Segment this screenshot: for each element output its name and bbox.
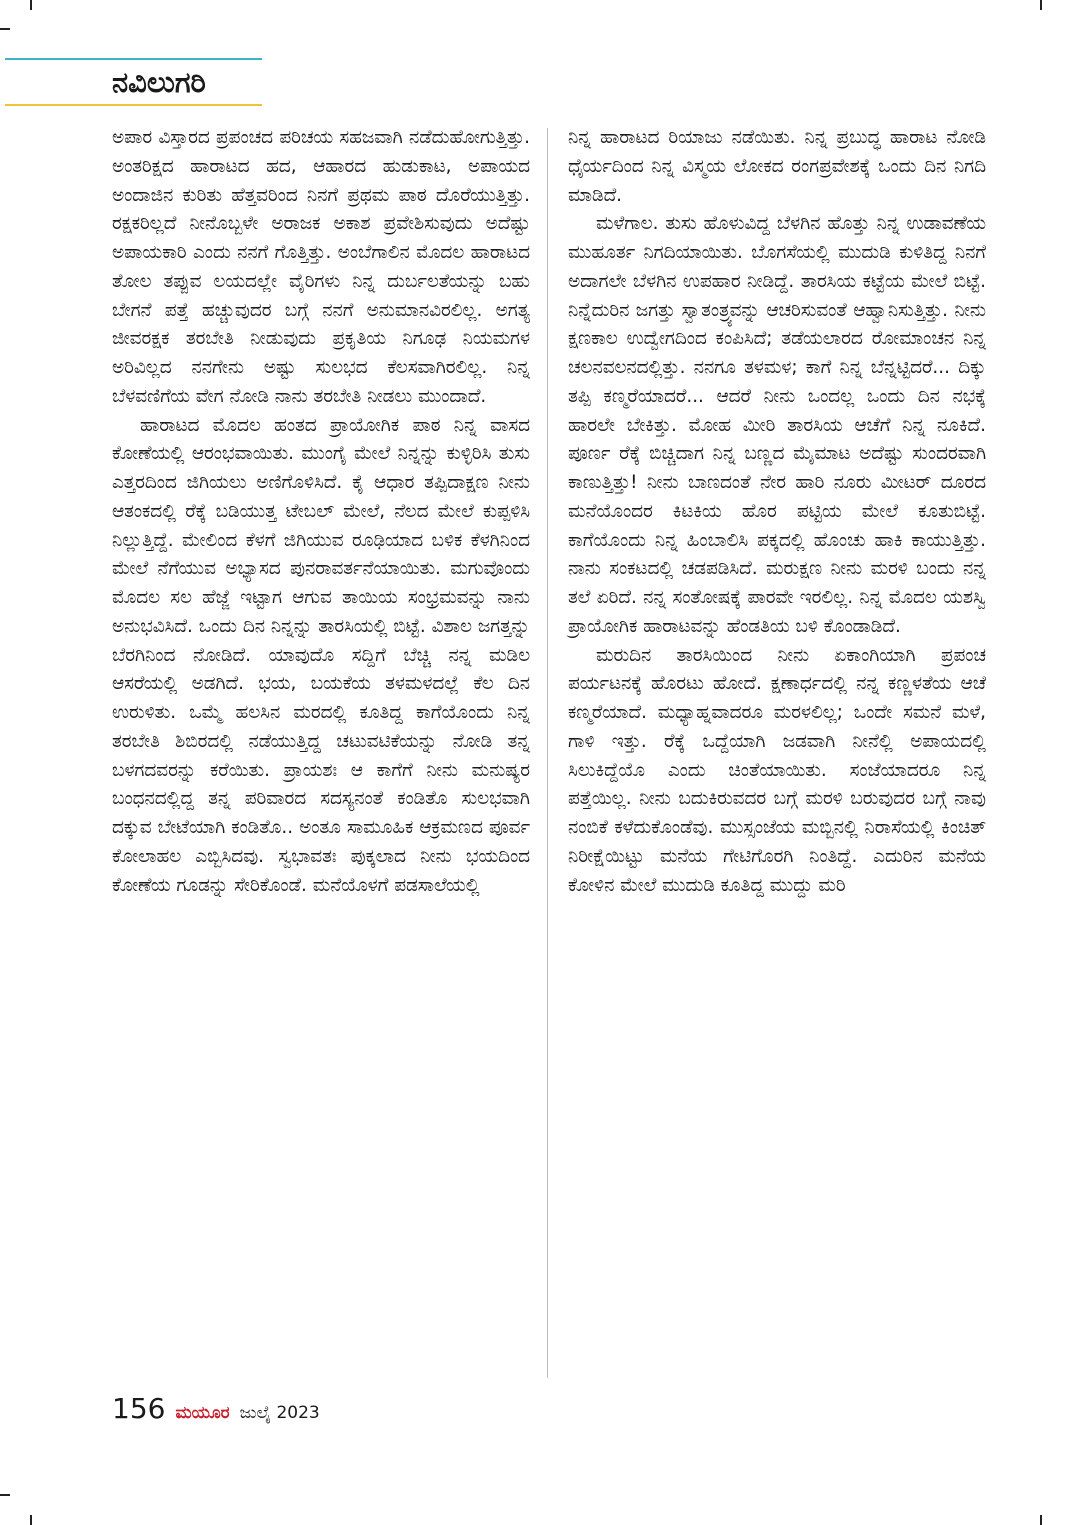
header-rule-bottom xyxy=(5,104,262,106)
right-paragraph-1: ನಿನ್ನ ಹಾರಾಟದ ರಿಯಾಜು ನಡೆಯಿತು. ನಿನ್ನ ಪ್ರಬುದ್ಧ ಹಾರಾಟ ನೋಡಿ ಧೈರ್ಯದಿಂದ ನಿನ್ನ ವಿಸ್ಮಯ ಲೋಕದ ರಂಗಪ್ರವೇಶಕ್ಕೆ ಒಂದು ದಿನ ನಿಗದಿ ಮಾಡಿದೆ. xyxy=(568,127,986,206)
crop-mark-bottom-left xyxy=(30,1515,32,1525)
left-column xyxy=(112,124,530,900)
left-paragraph-2: ಹಾರಾಟದ ಮೊದಲ ಹಂತದ ಪ್ರಾಯೋಗಿಕ ಪಾಠ ನಿನ್ನ ವಾಸದ ಕೋಣೆಯಲ್ಲಿ ಆರಂಭವಾಯಿತು. ಮುಂಗೈ ಮೇಲೆ ನಿನ್ನನ್ನು ಕುಳ್ಳಿರಿಸಿ ತುಸು ಎತ್ತರದಿಂದ ಜಿಗಿಯಲು ಅಣಿಗೊಳಿಸಿದೆ. ಕೈ ಆಧಾರ ತಪ್ಪಿದಾಕ್ಷಣ ನೀನು ಆತಂಕದಲ್ಲಿ ರೆಕ್ಕೆ ಬಡಿಯುತ್ತ ಟೇಬಲ್ ಮೇಲೆ, ನೆಲದ ಮೇಲೆ ಕುಪ್ಪಳಿಸಿ ನಿಲ್ಲುತ್ತಿದ್ದೆ. ಮೇಲಿಂದ ಕೆಳಗೆ ಜಿಗಿಯುವ ರೂಢಿಯಾದ ಬಳಿಕ ಕೆಳಗಿನಿಂದ ಮೇಲೆ ನೆಗೆಯುವ ಅಭ್ಯಾಸದ ಪುನರಾವರ್ತನೆಯಾಯಿತು. ಮಗುವೊಂದು ಮೊದಲ ಸಲ ಹೆಜ್ಜೆ ಇಟ್ಟಾಗ ಆಗುವ ತಾಯಿಯ ಸಂಭ್ರಮವನ್ನು ನಾನು ಅನುಭವಿಸಿದೆ. ಒಂದು ದಿನ ನಿನ್ನನ್ನು ತಾರಸಿಯಲ್ಲಿ ಬಿಟ್ಟೆ. ವಿಶಾಲ ಜಗತ್ತನ್ನು ಬೆರಗಿನಿಂದ ನೋಡಿದೆ. ಯಾವುದೊ ಸದ್ದಿಗೆ ಬೆಚ್ಚಿ ನನ್ನ ಮಡಿಲ ಆಸರೆಯಲ್ಲಿ ಅಡಗಿದೆ. ಭಯ, ಬಯಕೆಯ ತಳಮಳದಲ್ಲೆ ಕೆಲ ದಿನ ಉರುಳಿತು. ಒಮ್ಮೆ ಹಲಸಿನ ಮರದಲ್ಲಿ ಕೂತಿದ್ದ ಕಾಗೆಯೊಂದು ನಿನ್ನ ತರಬೇತಿ ಶಿಬಿರದಲ್ಲಿ ನಡೆಯುತ್ತಿದ್ದ ಚಟುವಟಿಕೆಯನ್ನು ನೋಡಿ ತನ್ನ ಬಳಗದವರನ್ನು ಕರೆಯಿತು. ಪ್ರಾಯಶಃ ಆ ಕಾಗೆಗೆ ನೀನು ಮನುಷ್ಯರ ಬಂಧನದಲ್ಲಿದ್ದ ತನ್ನ ಪರಿವಾರದ ಸದಸ್ಯನಂತೆ ಕಂಡಿತೊ ಸುಲಭವಾಗಿ ದಕ್ಕುವ ಬೇಟೆಯಾಗಿ ಕಂಡಿತೊ.. ಅಂತೂ ಸಾಮೂಹಿಕ ಆಕ್ರಮಣದ ಪೂರ್ವ ಕೋಲಾಹಲ ಎಬ್ಬಿಸಿದವು. ಸ್ವಭಾವತಃ ಪುಕ್ಕಲಾದ ನೀನು ಭಯದಿಂದ ಕೋಣೆಯ ಗೂಡನ್ನು ಸೇರಿಕೊಂಡೆ. ಮನೆಯೊಳಗೆ ಪಡಸಾಲೆಯಲ್ಲಿ xyxy=(112,414,530,896)
right-paragraph-2: ಮಳೆಗಾಲ. ತುಸು ಹೊಳುವಿದ್ದ ಬೆಳಗಿನ ಹೊತ್ತು ನಿನ್ನ ಉಡಾವಣೆಯ ಮುಹೂರ್ತ ನಿಗದಿಯಾಯಿತು. ಬೊಗಸೆಯಲ್ಲಿ ಮುದುಡಿ ಕುಳಿತಿದ್ದ ನಿನಗೆ ಅದಾಗಲೇ ಬೆಳಗಿನ ಉಪಹಾರ ನೀಡಿದ್ದೆ. ತಾರಸಿಯ ಕಟ್ಟೆಯ ಮೇಲೆ ಬಿಟ್ಟೆ. ನಿನ್ನೆದುರಿನ ಜಗತ್ತು ಸ್ವಾತಂತ್ರ್ಯವನ್ನು ಆಚರಿಸುವಂತೆ ಆಹ್ವಾನಿಸುತ್ತಿತ್ತು. ನೀನು ಕ್ಷಣಕಾಲ ಉದ್ವೇಗದಿಂದ ಕಂಪಿಸಿದೆ; ತಡೆಯಲಾರದ ರೋಮಾಂಚನ ನಿನ್ನ ಚಲನವಲನದಲ್ಲಿತ್ತು. ನನಗೂ ತಳಮಳ; ಕಾಗೆ ನಿನ್ನ ಬೆನ್ನಟ್ಟಿದರೆ... ದಿಕ್ಕು ತಪ್ಪಿ ಕಣ್ಮರೆಯಾದರೆ... ಆದರೆ ನೀನು ಒಂದಲ್ಲ ಒಂದು ದಿನ ನಭಕ್ಕೆ ಹಾರಲೇ ಬೇಕಿತ್ತು. ಮೋಹ ಮೀರಿ ತಾರಸಿಯ ಆಚೆಗೆ ನಿನ್ನ ನೂಕಿದೆ. ಪೂರ್ಣ ರೆಕ್ಕೆ ಬಿಚ್ಚಿದಾಗ ನಿನ್ನ ಬಣ್ಣದ ಮೈಮಾಟ ಅದೆಷ್ಟು ಸುಂದರವಾಗಿ ಕಾಣುತ್ತಿತ್ತು! ನೀನು ಬಾಣದಂತೆ ನೇರ ಹಾರಿ ನೂರು ಮೀಟರ್ ದೂರದ ಮನೆಯೊಂದರ ಕಿಟಕಿಯ ಹೊರ ಪಟ್ಟಿಯ ಮೇಲೆ ಕೂತುಬಿಟ್ಟೆ. ಕಾಗೆಯೊಂದು ನಿನ್ನ ಹಿಂಬಾಲಿಸಿ ಪಕ್ಕದಲ್ಲಿ ಹೊಂಚು ಹಾಕಿ ಕಾಯುತ್ತಿತ್ತು. ನಾನು ಸಂಕಟದಲ್ಲಿ ಚಡಪಡಿಸಿದೆ. ಮರುಕ್ಷಣ ನೀನು ಮರಳಿ ಬಂದು ನನ್ನ ತಲೆ ಏರಿದೆ. ನನ್ನ ಸಂತೋಷಕ್ಕೆ ಪಾರವೇ ಇರಲಿಲ್ಲ. ನಿನ್ನ ಮೊದಲ ಯಶಸ್ವಿ ಪ್ರಾಯೋಗಿಕ ಹಾರಾಟವನ್ನು ಹೆಂಡತಿಯ ಬಳಿ ಕೊಂಡಾಡಿದೆ. xyxy=(568,213,986,637)
header-rule-top xyxy=(5,58,262,60)
column-divider xyxy=(547,128,548,1378)
page-number: 156 xyxy=(112,1392,166,1425)
crop-mark-left-upper xyxy=(0,28,10,30)
crop-mark-top-left xyxy=(30,0,32,10)
issue-date: ಜುಲೈ 2023 xyxy=(239,1403,320,1423)
page-footer xyxy=(112,1392,320,1428)
right-paragraph-3: ಮರುದಿನ ತಾರಸಿಯಿಂದ ನೀನು ಏಕಾಂಗಿಯಾಗಿ ಪ್ರಪಂಚ ಪರ್ಯಟನಕ್ಕೆ ಹೊರಟು ಹೋದೆ. ಕ್ಷಣಾರ್ಧದಲ್ಲಿ ನನ್ನ ಕಣ್ಣಳತೆಯ ಆಚೆ ಕಣ್ಮರೆಯಾದೆ. ಮಧ್ಯಾಹ್ನವಾದರೂ ಮರಳಲಿಲ್ಲ; ಒಂದೇ ಸಮನೆ ಮಳೆ, ಗಾಳಿ ಇತ್ತು. ರೆಕ್ಕೆ ಒದ್ದೆಯಾಗಿ ಜಡವಾಗಿ ನೀನೆಲ್ಲಿ ಅಪಾಯದಲ್ಲಿ ಸಿಲುಕಿದ್ದೆಯೊ ಎಂದು ಚಿಂತೆಯಾಯಿತು. ಸಂಜೆಯಾದರೂ ನಿನ್ನ ಪತ್ತೆಯಿಲ್ಲ. ನೀನು ಬದುಕಿರುವದರ ಬಗ್ಗೆ ಮರಳಿ ಬರುವುದರ ಬಗ್ಗೆ ನಾವು ನಂಬಿಕೆ ಕಳೆದುಕೊಂಡೆವು. ಮುಸ್ಸಂಜೆಯ ಮಬ್ಬಿನಲ್ಲಿ ನಿರಾಸೆಯಲ್ಲಿ ಕಿಂಚಿತ್ ನಿರೀಕ್ಷೆಯಿಟ್ಟು ಮನೆಯ ಗೇಟಿಗೊರಗಿ ನಿಂತಿದ್ದೆ. ಎದುರಿನ ಮನೆಯ ಕೋಳಿನ ಮೇಲೆ ಮುದುಡಿ ಕೂತಿದ್ದ ಮುದ್ದು ಮರಿ xyxy=(568,644,986,896)
crop-mark-left-lower xyxy=(0,1494,10,1496)
crop-mark-bottom-right xyxy=(1040,1515,1042,1525)
section-title: ನವಿಲುಗರಿ xyxy=(112,65,206,99)
left-paragraph-1: ಅಪಾರ ವಿಸ್ತಾರದ ಪ್ರಪಂಚದ ಪರಿಚಯ ಸಹಜವಾಗಿ ನಡೆದುಹೋಗುತ್ತಿತ್ತು. ಅಂತರಿಕ್ಷದ ಹಾರಾಟದ ಹದ, ಆಹಾರದ ಹುಡುಕಾಟ, ಅಪಾಯದ ಅಂದಾಜಿನ ಕುರಿತು ಹೆತ್ತವರಿಂದ ನಿನಗೆ ಪ್ರಥಮ ಪಾಠ ದೊರೆಯುತ್ತಿತ್ತು. ರಕ್ಷಕರಿಲ್ಲದೆ ನೀನೊಬ್ಬಳೇ ಅರಾಜಕ ಅಕಾಶ ಪ್ರವೇಶಿಸುವುದು ಅದೆಷ್ಟು ಅಪಾಯಕಾರಿ ಎಂದು ನನಗೆ ಗೊತ್ತಿತ್ತು. ಅಂಬೆಗಾಲಿನ ಮೊದಲ ಹಾರಾಟದ ತೋಲ ತಪ್ಪುವ ಲಯದಲ್ಲೇ ವೈರಿಗಳು ನಿನ್ನ ದುರ್ಬಲತೆಯನ್ನು ಬಹು ಬೇಗನೆ ಪತ್ತೆ ಹಚ್ಚುವುದರ ಬಗ್ಗೆ ನನಗೆ ಅನುಮಾನವಿರಲಿಲ್ಲ. ಅಗತ್ಯ ಜೀವರಕ್ಷಕ ತರಬೇತಿ ನೀಡುವುದು ಪ್ರಕೃತಿಯ ನಿಗೂಢ ನಿಯಮಗಳ ಅರಿವಿಲ್ಲದ ನನಗೇನು ಅಷ್ಟು ಸುಲಭದ ಕೆಲಸವಾಗಿರಲಿಲ್ಲ. ನಿನ್ನ ಬೆಳವಣಿಗೆಯ ವೇಗ ನೋಡಿ ನಾನು ತರಬೇತಿ ನೀಡಲು ಮುಂದಾದೆ. xyxy=(112,127,530,407)
right-column xyxy=(568,124,986,900)
magazine-name: ಮಯೂರ xyxy=(175,1403,230,1423)
crop-mark-top-right xyxy=(1040,0,1042,10)
